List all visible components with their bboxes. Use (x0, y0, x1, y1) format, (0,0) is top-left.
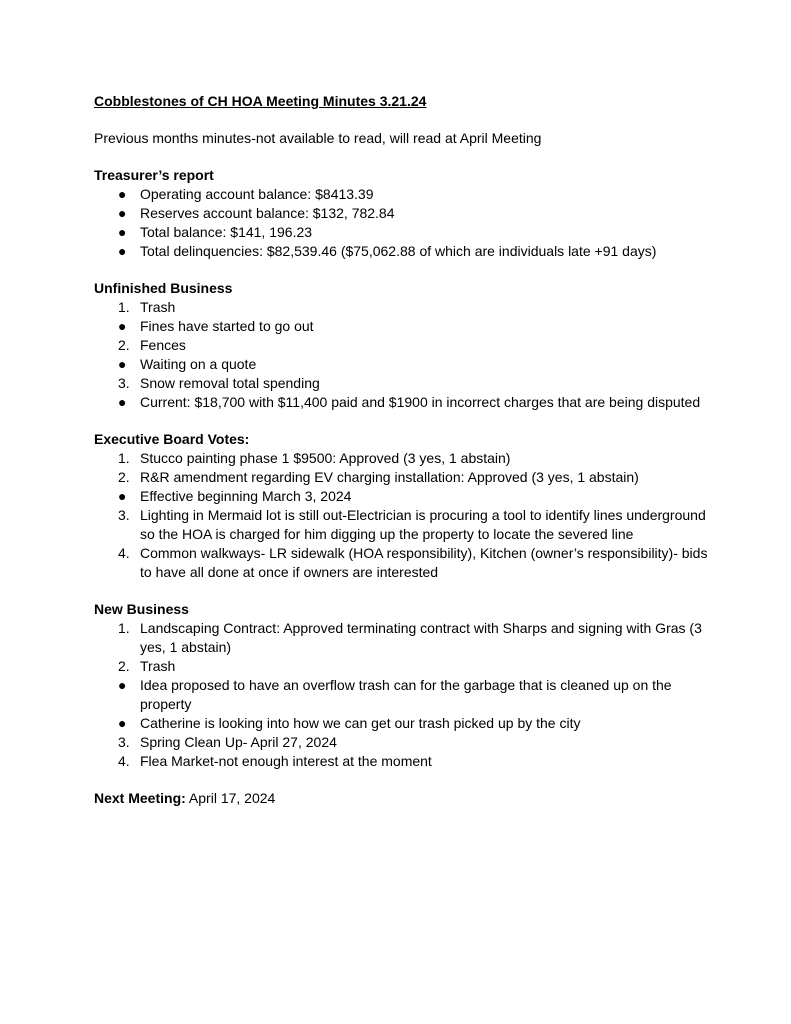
list-item (94, 733, 714, 752)
list-item-text: Operating account balance: $8413.39 (140, 186, 374, 202)
list-marker: 1. (118, 620, 130, 636)
list-item (94, 393, 714, 412)
list-marker: ● (118, 318, 127, 334)
list-item (94, 714, 714, 733)
unfinished-business-list (94, 298, 714, 412)
list-item-text: Flea Market-not enough interest at the moment (140, 753, 432, 769)
list-item-text: Trash (140, 299, 176, 315)
list-item (94, 657, 714, 676)
spacer (94, 582, 714, 600)
list-item (94, 544, 714, 582)
list-marker: 2. (118, 469, 130, 485)
list-item (94, 374, 714, 393)
next-meeting-label: Next Meeting: (94, 790, 186, 806)
list-marker: ● (118, 243, 127, 259)
list-item-text: Fines have started to go out (140, 318, 314, 334)
list-marker: ● (118, 715, 127, 731)
list-item-text: Lighting in Mermaid lot is still out-Electrician is procuring a tool to identify lines underground so the HOA is charged for him digging up the property to locate the severed line (140, 507, 706, 542)
list-item (94, 185, 714, 204)
document-page (94, 92, 714, 808)
list-item (94, 336, 714, 355)
list-marker: 3. (118, 734, 130, 750)
list-item (94, 487, 714, 506)
list-marker: 1. (118, 299, 130, 315)
spacer (94, 412, 714, 430)
list-item (94, 619, 714, 657)
list-item-text: Stucco painting phase 1 $9500: Approved (3 yes, 1 abstain) (140, 450, 511, 466)
list-marker: ● (118, 488, 127, 504)
list-item (94, 676, 714, 714)
list-item-text: Reserves account balance: $132, 782.84 (140, 205, 395, 221)
list-item-text: Common walkways- LR sidewalk (HOA responsibility), Kitchen (owner’s responsibility)- bids to have all done at once if owners are interested (140, 545, 708, 580)
list-item-text: Waiting on a quote (140, 356, 257, 372)
list-marker: 1. (118, 450, 130, 466)
spacer (94, 771, 714, 789)
list-marker: ● (118, 677, 127, 693)
list-item-text: Catherine is looking into how we can get our trash picked up by the city (140, 715, 581, 731)
spacer (94, 111, 714, 129)
document-title: Cobblestones of CH HOA Meeting Minutes 3.21.24 (94, 93, 427, 109)
list-item (94, 242, 714, 261)
previous-minutes-note: Previous months minutes-not available to read, will read at April Meeting (94, 130, 542, 146)
executive-board-list (94, 449, 714, 582)
spacer (94, 148, 714, 166)
list-item-text: Effective beginning March 3, 2024 (140, 488, 352, 504)
list-item-text: Current: $18,700 with $11,400 paid and $1900 in incorrect charges that are being disputed (140, 394, 701, 410)
list-item-text: Fences (140, 337, 186, 353)
list-marker: 2. (118, 658, 130, 674)
treasurer-list (94, 185, 714, 261)
list-marker: ● (118, 205, 127, 221)
list-marker: ● (118, 224, 127, 240)
list-item (94, 449, 714, 468)
list-item-text: Landscaping Contract: Approved terminating contract with Sharps and signing with Gras (3 yes, 1 abstain) (140, 620, 702, 655)
list-item-text: Snow removal total spending (140, 375, 320, 391)
list-marker: 4. (118, 545, 130, 561)
list-marker: ● (118, 394, 127, 410)
list-marker: 3. (118, 375, 130, 391)
list-marker: 3. (118, 507, 130, 523)
spacer (94, 261, 714, 279)
list-item-text: Idea proposed to have an overflow trash can for the garbage that is cleaned up on the property (140, 677, 672, 712)
list-item (94, 298, 714, 317)
list-item-text: R&R amendment regarding EV charging installation: Approved (3 yes, 1 abstain) (140, 469, 639, 485)
list-item-text: Spring Clean Up- April 27, 2024 (140, 734, 337, 750)
list-item (94, 223, 714, 242)
list-item (94, 355, 714, 374)
list-item (94, 204, 714, 223)
list-marker: ● (118, 186, 127, 202)
unfinished-business-heading: Unfinished Business (94, 280, 233, 296)
new-business-heading: New Business (94, 601, 189, 617)
list-item (94, 317, 714, 336)
list-item (94, 506, 714, 544)
list-item-text: Total balance: $141, 196.23 (140, 224, 313, 240)
list-marker: ● (118, 356, 127, 372)
next-meeting-date: April 17, 2024 (188, 790, 276, 806)
list-item (94, 468, 714, 487)
list-item (94, 752, 714, 771)
list-item-text: Total delinquencies: $82,539.46 ($75,062.88 of which are individuals late +91 days) (140, 243, 657, 259)
list-marker: 4. (118, 753, 130, 769)
list-item-text: Trash (140, 658, 176, 674)
next-meeting (94, 789, 714, 808)
executive-board-heading: Executive Board Votes: (94, 431, 250, 447)
treasurer-heading: Treasurer’s report (94, 167, 214, 183)
new-business-list (94, 619, 714, 771)
list-marker: 2. (118, 337, 130, 353)
